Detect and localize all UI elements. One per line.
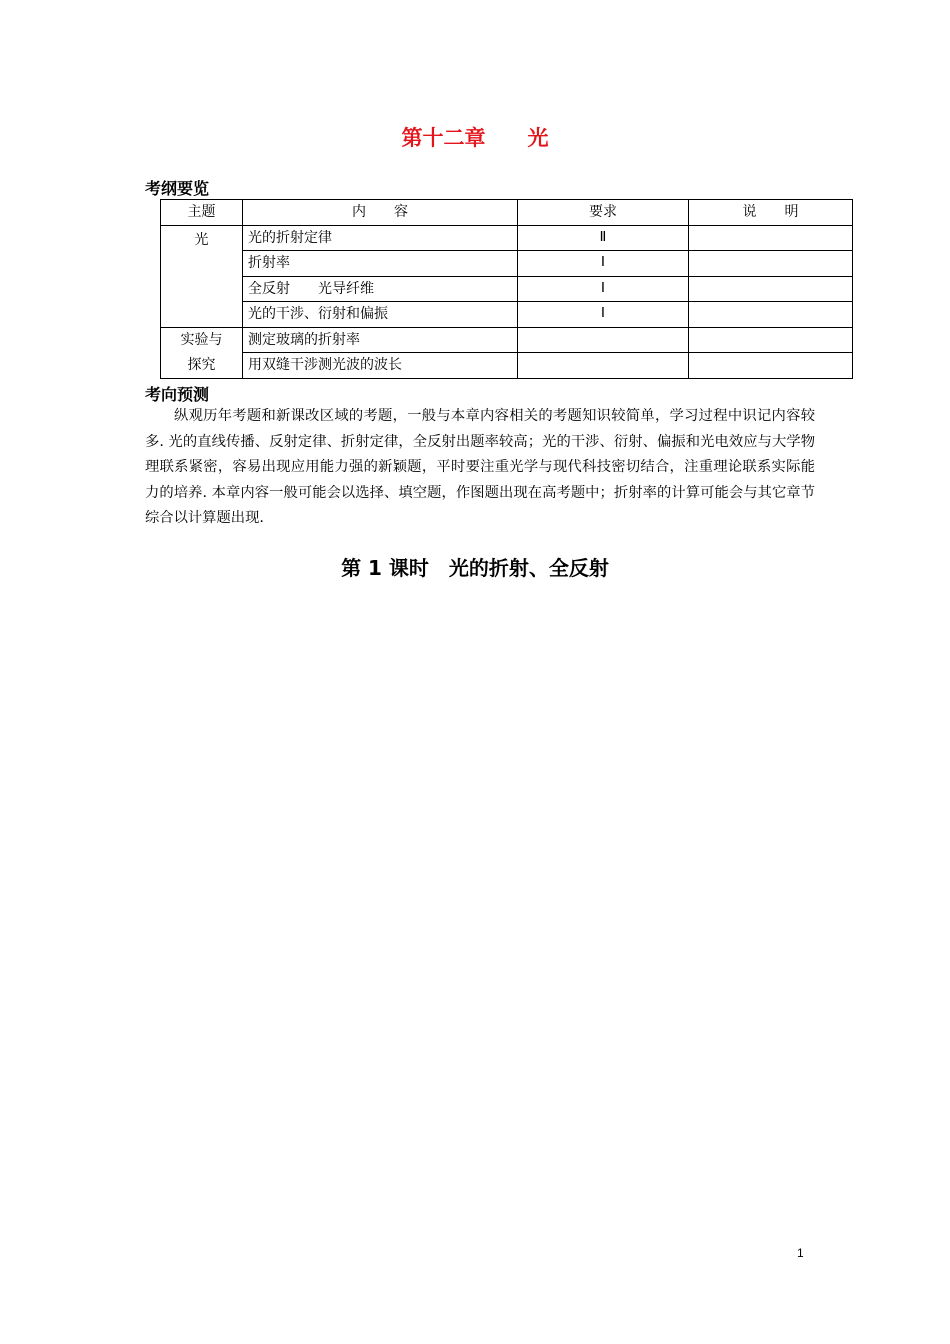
forecast-paragraph: 纵观历年考题和新课改区域的考题，一般与本章内容相关的考题知识较简单，学习过程中识记内容较多. 光的直线传播、反射定律、折射定律，全反射出题率较高；光的干涉、衍射、偏振和光电效应与大学物理联系紧密，容易出现应用能力强的新颖题，平时要注重光学与现代科技密切结合，注重理论联系实际能力的培养. 本章内容一般可能会以选择、填空题，作图题出现在高考题中；折射率的计算可能会与其它章节综合以计算题出现.: [145, 408, 815, 527]
topic-cell-light: [161, 225, 243, 327]
note-cell: [689, 251, 853, 277]
requirement-cell: Ⅰ: [518, 276, 689, 302]
topic-cell-experiment: [161, 327, 243, 378]
table-row: [161, 302, 853, 328]
header-note: 说 明: [689, 200, 853, 226]
table-row: [161, 251, 853, 277]
content-cell: 光的干涉、衍射和偏振: [243, 302, 518, 328]
header-content: 内 容: [243, 200, 518, 226]
table-header-row: [161, 200, 853, 226]
forecast-heading: 考向预测: [145, 385, 210, 404]
note-cell: [689, 225, 853, 251]
requirement-cell: Ⅱ: [518, 225, 689, 251]
requirement-cell: Ⅰ: [518, 302, 689, 328]
content-cell: 测定玻璃的折射率: [243, 327, 518, 353]
content-cell: 光的折射定律: [243, 225, 518, 251]
requirement-cell: [518, 353, 689, 379]
requirement-cell: Ⅰ: [518, 251, 689, 277]
topic-label-line: 探究: [187, 356, 216, 373]
requirement-cell: [518, 327, 689, 353]
chapter-title: 第十二章 光: [401, 125, 549, 150]
note-cell: [689, 327, 853, 353]
note-cell: [689, 353, 853, 379]
content-cell: 用双缝干涉测光波的波长: [243, 353, 518, 379]
topic-label-line: 实验与: [180, 331, 223, 348]
header-topic: 主题: [161, 200, 243, 226]
content-cell: 全反射 光导纤维: [243, 276, 518, 302]
header-requirement: 要求: [518, 200, 689, 226]
syllabus-heading: 考纲要览: [145, 179, 210, 198]
table-row: [161, 327, 853, 353]
table-row: [161, 276, 853, 302]
content-cell: 折射率: [243, 251, 518, 277]
topic-label: 光: [194, 231, 209, 248]
table-row: [161, 353, 853, 379]
lesson-title: 第 1 课时 光的折射、全反射: [341, 556, 609, 580]
note-cell: [689, 276, 853, 302]
table-row: [161, 225, 853, 251]
page-number: 1: [797, 1246, 804, 1260]
syllabus-table: [160, 199, 853, 379]
note-cell: [689, 302, 853, 328]
